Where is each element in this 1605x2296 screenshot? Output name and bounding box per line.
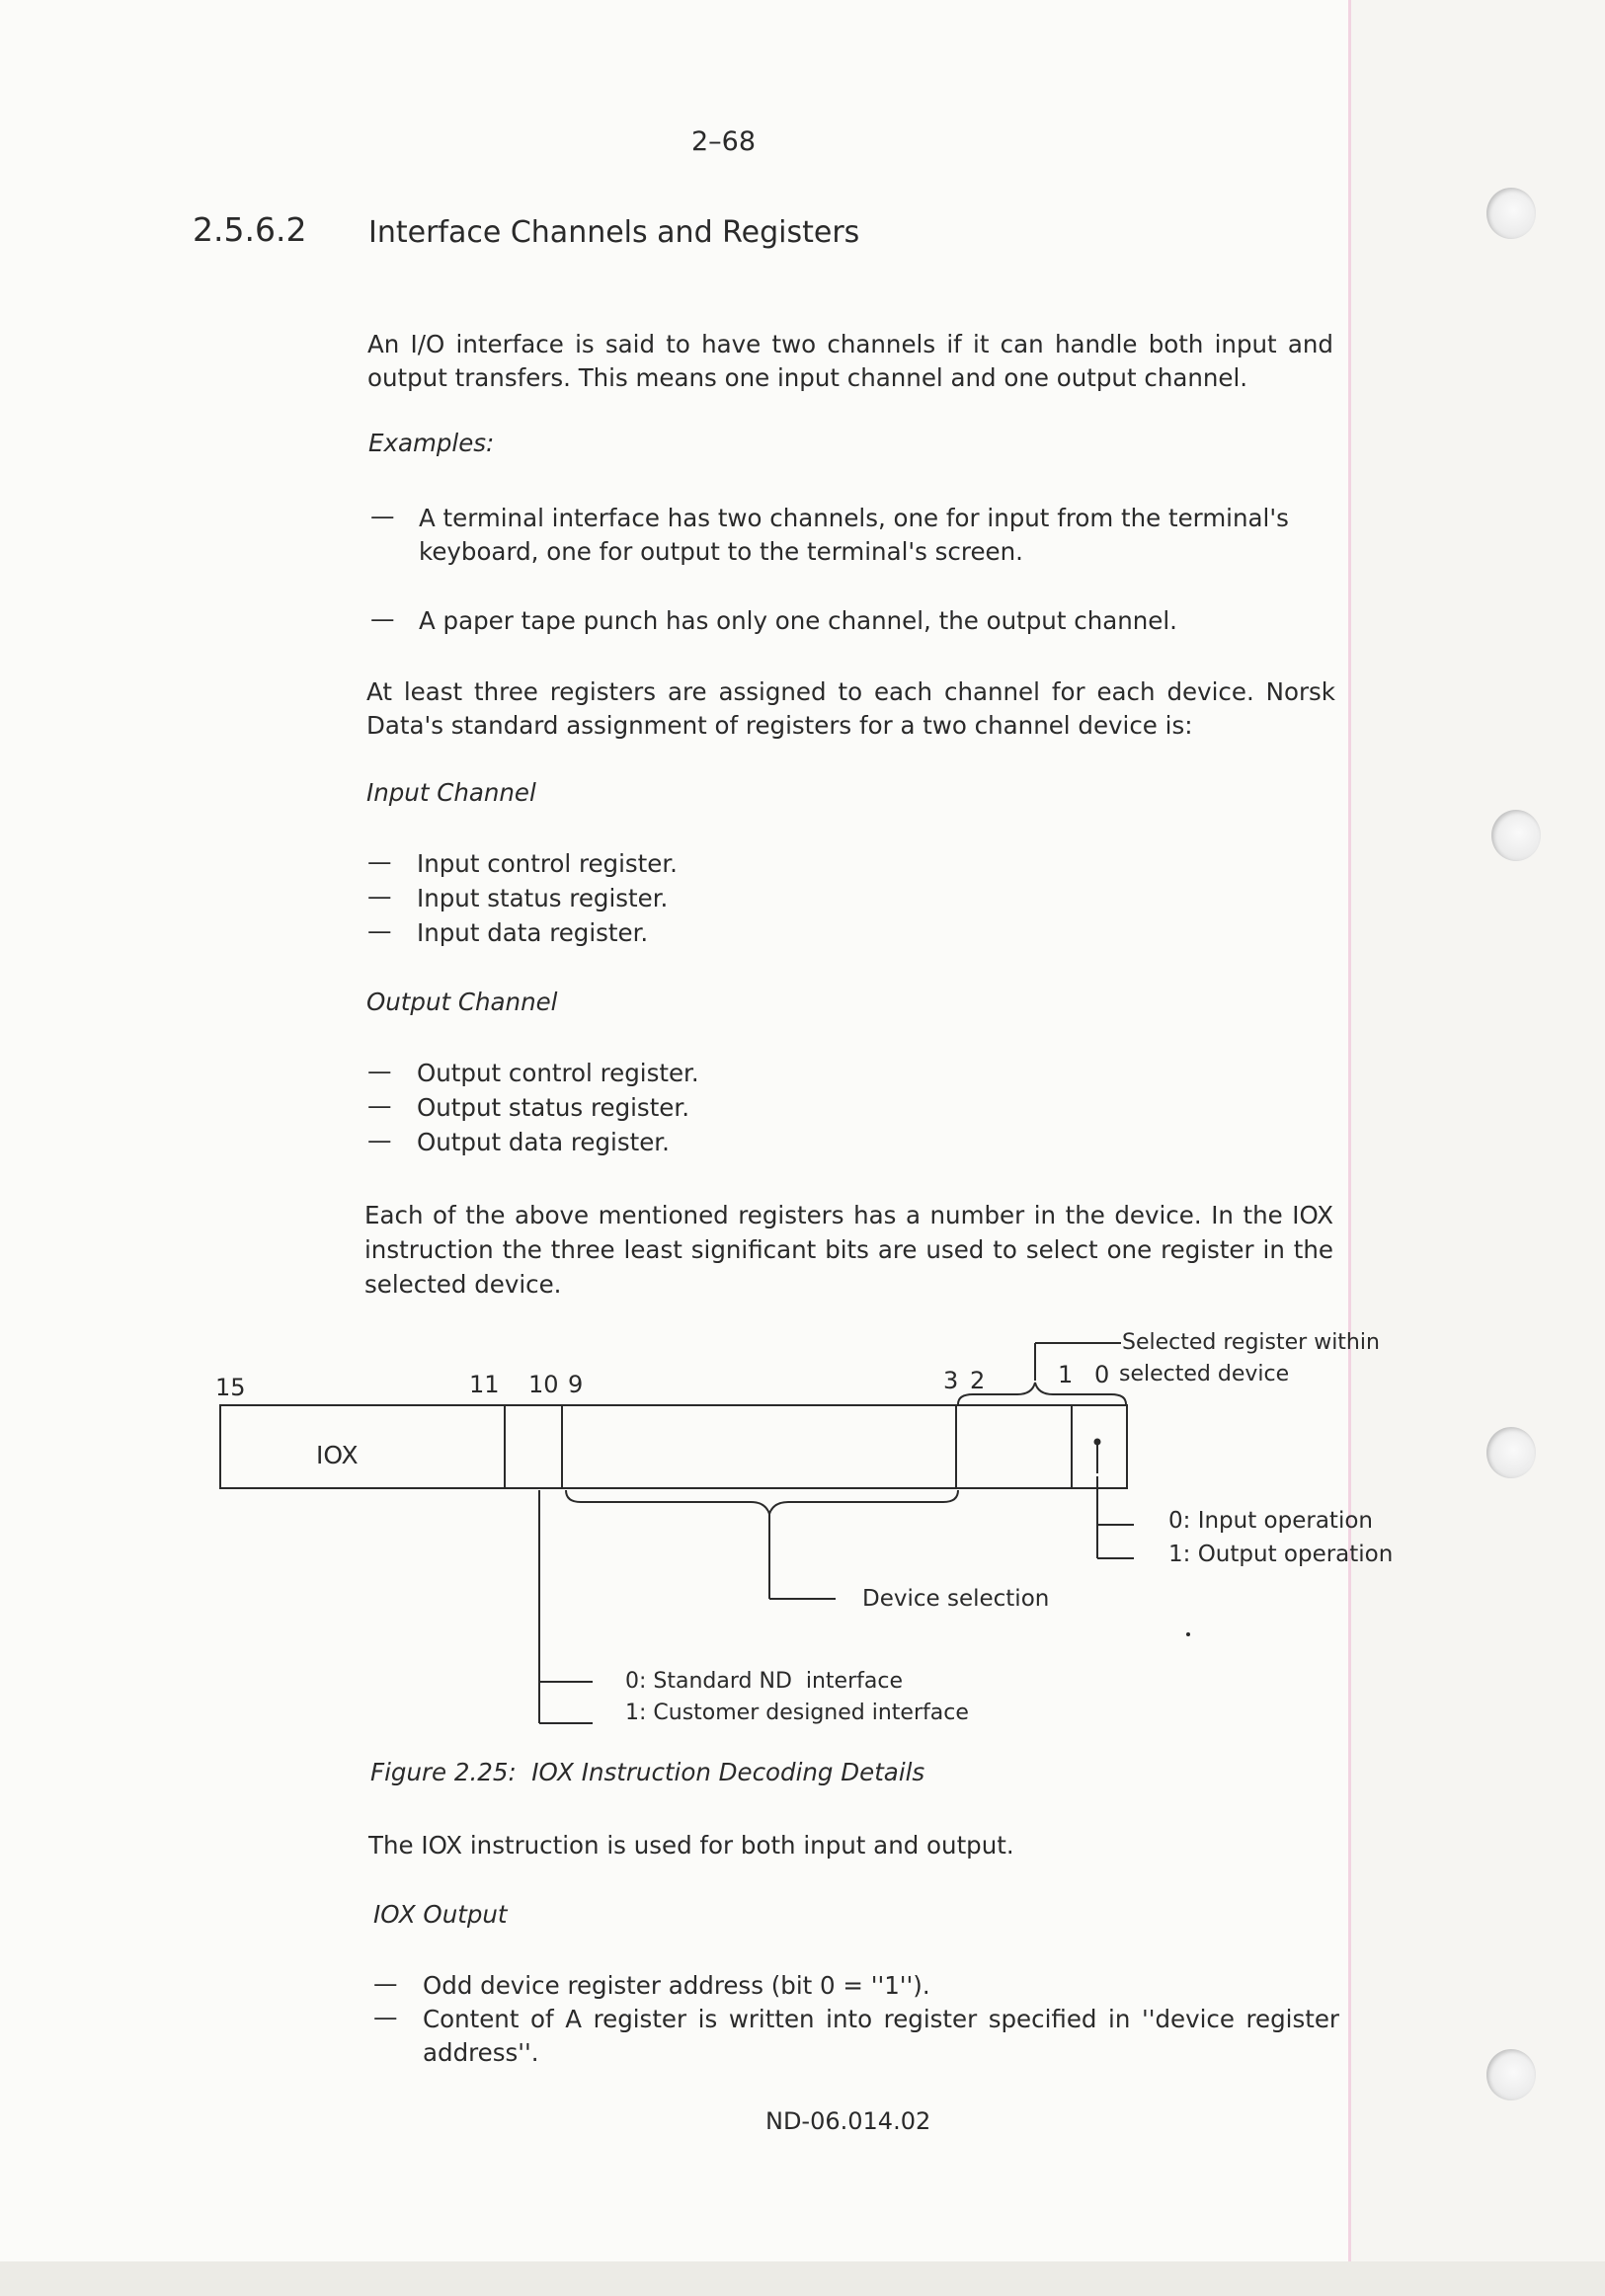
standard-interface-label: 0: Standard ND interface [625,1669,903,1694]
list-dash: — [373,1969,398,1998]
figure-caption: Figure 2.25: IOX Instruction Decoding Details [370,1758,925,1786]
input-channel-heading: Input Channel [366,778,536,807]
input-register-item: Input status register. [417,884,669,912]
iox-output-heading: IOX Output [373,1900,508,1929]
register-numbers-line: Each of the above mentioned registers has a number in the device. In the IOX [364,1201,1333,1229]
iox-usage: The IOX instruction is used for both input and output. [368,1831,1014,1860]
list-dash: — [370,604,395,633]
output-register-item: Output data register. [417,1128,670,1156]
examples-heading: Examples: [368,429,495,457]
bit-label-15: 15 [215,1374,246,1401]
registers-intro-line: At least three registers are assigned to each channel for each device. Norsk [366,677,1335,706]
bit-label-0: 0 [1094,1361,1110,1388]
selected-register-label: Selected register within [1122,1330,1380,1355]
iox-output-item: Content of A register is written into register specified in ''device register [423,2005,1339,2033]
register-numbers-line: selected device. [364,1270,562,1299]
example-line: A terminal interface has two channels, one for input from the terminal's [419,504,1289,532]
input-operation-label: 0: Input operation [1168,1508,1373,1534]
page-number: 2–68 [691,126,757,157]
bit-label-1: 1 [1058,1361,1074,1388]
output-operation-label: 1: Output operation [1168,1542,1394,1567]
bit-label-11: 11 [469,1371,500,1398]
list-dash: — [367,1057,392,1085]
iox-output-item: address''. [423,2038,539,2067]
example-line: keyboard, one for output to the terminal's screen. [419,537,1023,566]
device-selection-label: Device selection [862,1586,1050,1612]
iox-field-label: IOX [316,1441,359,1469]
output-channel-heading: Output Channel [366,988,558,1016]
list-dash: — [367,916,392,945]
customer-interface-label: 1: Customer designed interface [625,1701,969,1725]
iox-output-item: Odd device register address (bit 0 = ''1''). [423,1971,930,2000]
bit-label-2: 2 [970,1367,986,1394]
list-dash: — [370,502,395,530]
register-numbers-line: instruction the three least significant bits are used to select one register in the [364,1235,1333,1264]
section-number: 2.5.6.2 [193,210,307,249]
intro-line: An I/O interface is said to have two channels if it can handle both input and [367,330,1333,358]
example-line: A paper tape punch has only one channel, the output channel. [419,606,1177,635]
list-dash: — [367,1126,392,1154]
bit-label-10: 10 [528,1371,559,1398]
input-register-item: Input data register. [417,918,649,947]
document-number: ND-06.014.02 [765,2107,931,2135]
output-register-item: Output control register. [417,1059,699,1087]
input-register-item: Input control register. [417,849,678,878]
registers-intro-line: Data's standard assignment of registers for a two channel device is: [366,711,1193,740]
list-dash: — [367,1091,392,1120]
bit-label-9: 9 [568,1371,584,1398]
section-title: Interface Channels and Registers [368,215,860,250]
selected-register-label: selected device [1119,1362,1290,1386]
list-dash: — [367,882,392,910]
list-dash: — [367,847,392,876]
list-dash: — [373,2003,398,2031]
speck [1186,1632,1190,1636]
intro-line: output transfers. This means one input channel and one output channel. [367,363,1248,392]
bit-label-3: 3 [943,1367,959,1394]
output-register-item: Output status register. [417,1093,689,1122]
